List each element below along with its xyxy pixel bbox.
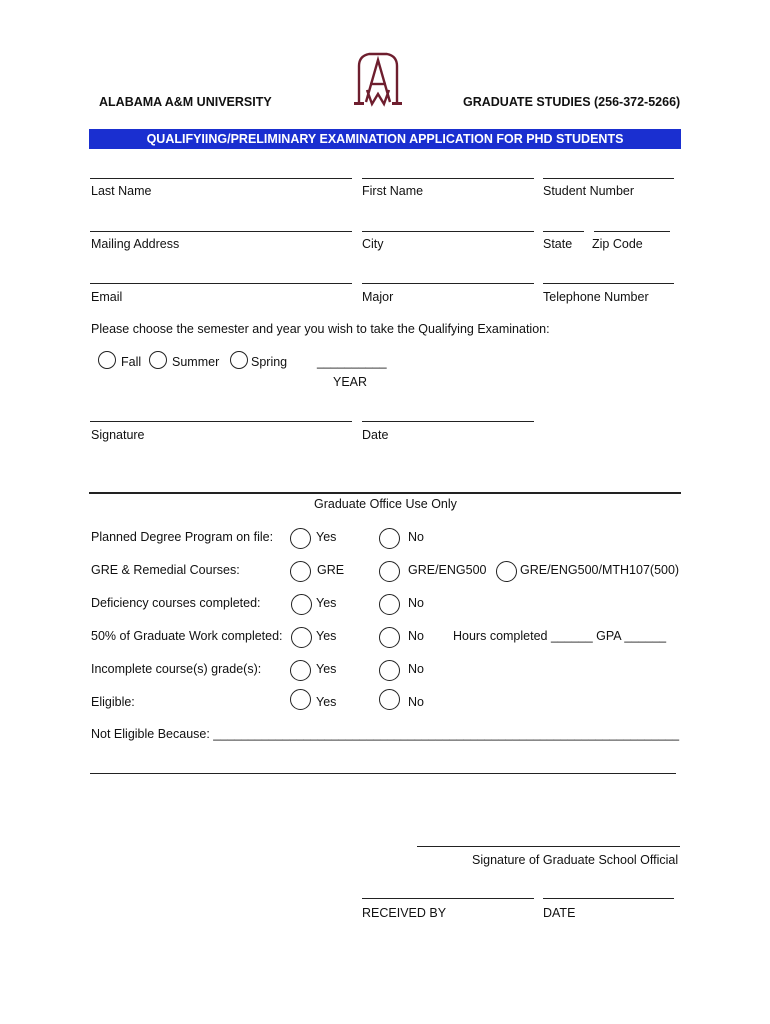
email-field[interactable] xyxy=(90,283,352,284)
fall-label: Fall xyxy=(121,355,142,369)
university-logo xyxy=(351,50,405,108)
received-by-field[interactable] xyxy=(362,898,534,899)
summer-label: Summer xyxy=(172,355,220,369)
signature-field[interactable] xyxy=(90,421,352,422)
date-field[interactable] xyxy=(362,421,534,422)
gre-eng500-radio[interactable] xyxy=(379,561,400,582)
major-label: Major xyxy=(362,290,394,304)
year-field[interactable]: __________ xyxy=(317,355,387,369)
telephone-field[interactable] xyxy=(543,283,674,284)
city-label: City xyxy=(362,237,384,251)
incomplete-yes-label: Yes xyxy=(316,662,337,676)
year-label: YEAR xyxy=(333,375,368,389)
state-label: State xyxy=(543,237,573,251)
eligible-no-label: No xyxy=(408,695,424,709)
signature-label: Signature xyxy=(91,428,145,442)
fall-radio[interactable] xyxy=(98,351,116,369)
mailing-address-label: Mailing Address xyxy=(91,237,180,251)
date-label: Date xyxy=(362,428,389,442)
graduate-work-yes-radio[interactable] xyxy=(291,627,312,648)
deficiency-yes-label: Yes xyxy=(316,596,337,610)
student-number-field[interactable] xyxy=(543,178,674,179)
gre-remedial-label: GRE & Remedial Courses: xyxy=(91,563,240,577)
first-name-field[interactable] xyxy=(362,178,534,179)
university-name: ALABAMA A&M UNIVERSITY xyxy=(99,95,272,109)
last-name-label: Last Name xyxy=(91,184,152,198)
eligible-yes-label: Yes xyxy=(316,695,337,709)
planned-degree-no-radio[interactable] xyxy=(379,528,400,549)
semester-prompt: Please choose the semester and year you wish to take the Qualifying Examination: xyxy=(91,322,550,336)
first-name-label: First Name xyxy=(362,184,424,198)
email-label: Email xyxy=(91,290,123,304)
gre-eng500-mth107-radio[interactable] xyxy=(496,561,517,582)
planned-degree-yes-label: Yes xyxy=(316,530,337,544)
planned-degree-yes-radio[interactable] xyxy=(290,528,311,549)
summer-radio[interactable] xyxy=(149,351,167,369)
major-field[interactable] xyxy=(362,283,534,284)
zip-field[interactable] xyxy=(594,231,670,232)
gre-radio[interactable] xyxy=(290,561,311,582)
city-field[interactable] xyxy=(362,231,534,232)
not-eligible-continuation-line[interactable] xyxy=(90,773,676,774)
incomplete-yes-radio[interactable] xyxy=(290,660,311,681)
not-eligible-reason-field[interactable]: Not Eligible Because: ___________________________________________________________________ xyxy=(91,727,680,741)
gre-option-label: GRE xyxy=(317,563,345,577)
deficiency-no-label: No xyxy=(408,596,424,610)
official-signature-label: Signature of Graduate School Official xyxy=(472,853,679,867)
deficiency-no-radio[interactable] xyxy=(379,594,400,615)
incomplete-no-radio[interactable] xyxy=(379,660,400,681)
graduate-work-no-radio[interactable] xyxy=(379,627,400,648)
received-date-field[interactable] xyxy=(543,898,674,899)
zip-label: Zip Code xyxy=(592,237,643,251)
gre-eng500-label: GRE/ENG500 xyxy=(408,563,487,577)
gre-eng500-mth107-label: GRE/ENG500/MTH107(500) xyxy=(520,563,680,577)
spring-radio[interactable] xyxy=(230,351,248,369)
state-field[interactable] xyxy=(543,231,584,232)
office-section-divider xyxy=(89,492,681,494)
incomplete-no-label: No xyxy=(408,662,424,676)
office-use-title: Graduate Office Use Only xyxy=(314,497,457,511)
deficiency-label: Deficiency courses completed: xyxy=(91,596,261,610)
graduate-work-label: 50% of Graduate Work completed: xyxy=(91,629,283,643)
deficiency-yes-radio[interactable] xyxy=(291,594,312,615)
received-by-label: RECEIVED BY xyxy=(362,906,447,920)
office-phone: GRADUATE STUDIES (256-372-5266) xyxy=(463,95,681,109)
graduate-work-yes-label: Yes xyxy=(316,629,337,643)
spring-label: Spring xyxy=(251,355,288,369)
eligible-yes-radio[interactable] xyxy=(290,689,311,710)
planned-degree-label: Planned Degree Program on file: xyxy=(91,530,274,544)
received-date-label: DATE xyxy=(543,906,576,920)
last-name-field[interactable] xyxy=(90,178,352,179)
official-signature-field[interactable] xyxy=(417,846,680,847)
mailing-address-field[interactable] xyxy=(90,231,352,232)
graduate-work-no-label: No xyxy=(408,629,424,643)
hours-gpa-fields[interactable]: Hours completed ______ GPA ______ xyxy=(453,629,667,643)
incomplete-grades-label: Incomplete course(s) grade(s): xyxy=(91,662,262,676)
planned-degree-no-label: No xyxy=(408,530,424,544)
eligible-no-radio[interactable] xyxy=(379,689,400,710)
telephone-label: Telephone Number xyxy=(543,290,649,304)
student-number-label: Student Number xyxy=(543,184,635,198)
form-title-banner: QUALIFYIING/PRELIMINARY EXAMINATION APPLICATION FOR PHD STUDENTS xyxy=(89,129,681,149)
eligible-label: Eligible: xyxy=(91,695,135,709)
